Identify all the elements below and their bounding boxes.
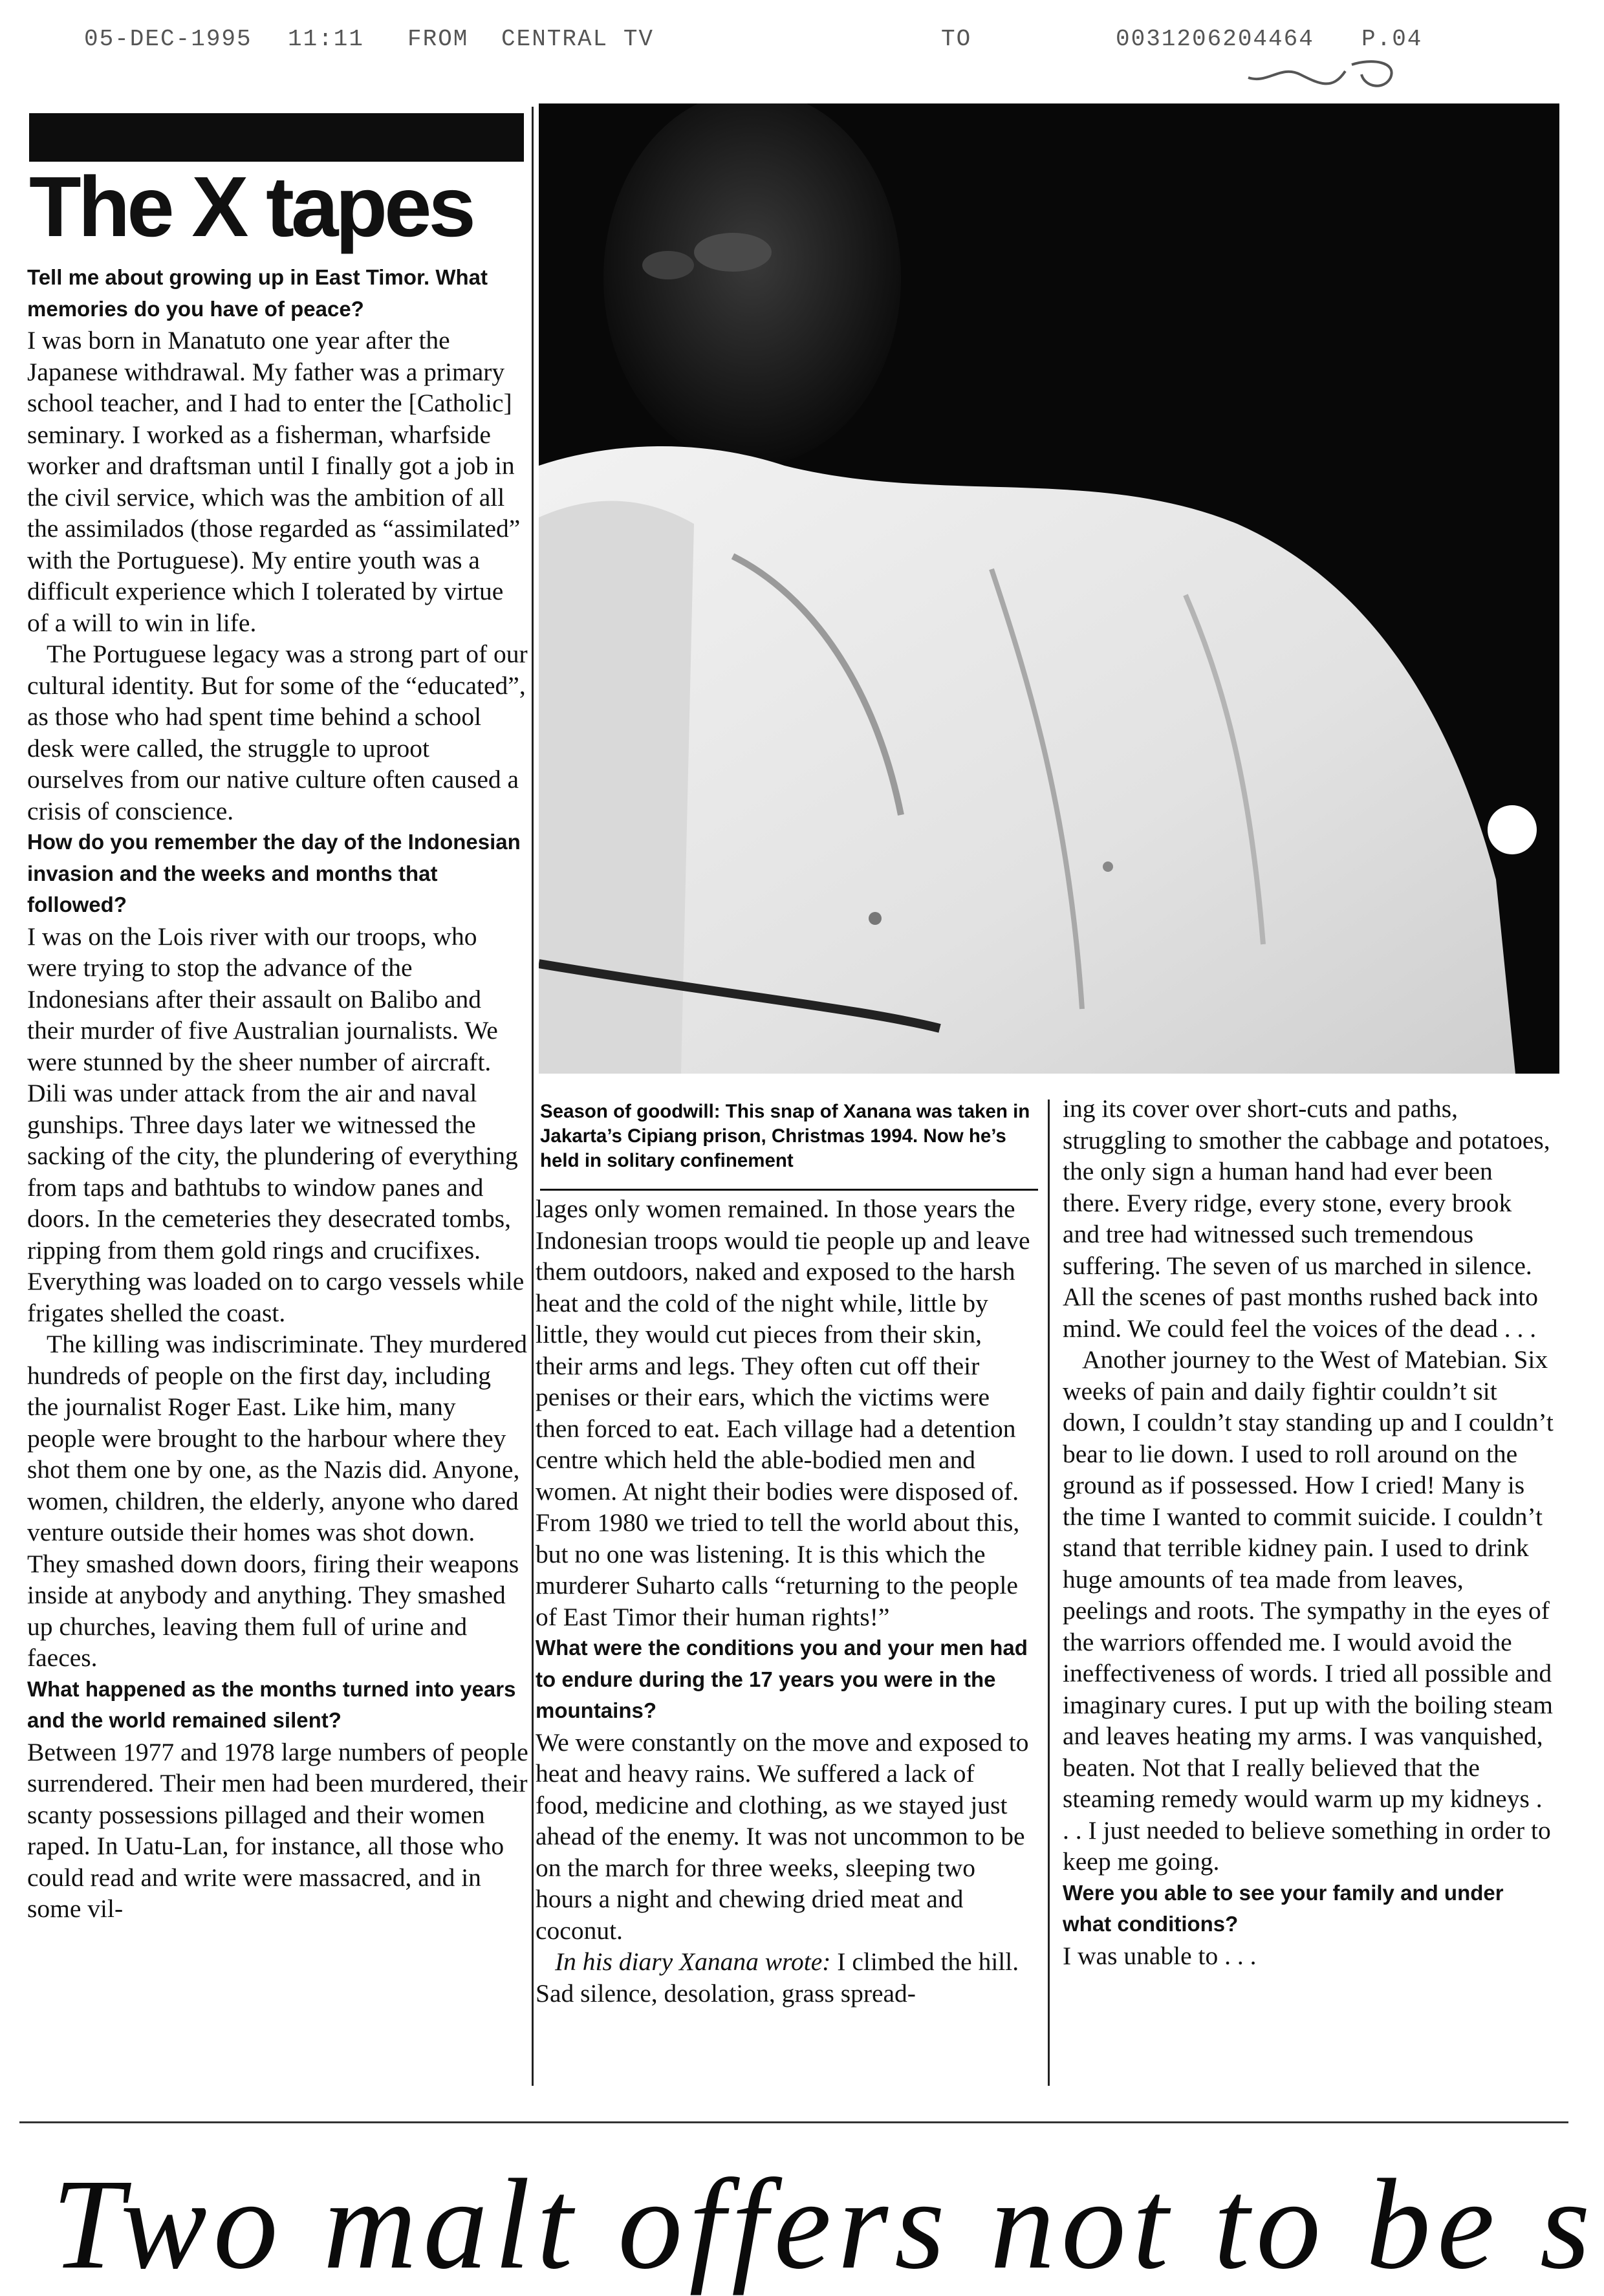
footer-rule [19,2121,1568,2123]
photo-illustration [539,103,1559,1074]
question-family: Were you able to see your family and under what conditions? [1063,1880,1504,1936]
answer-paragraph: Another journey to the West of Matebian. Six weeks of pain and daily fightir couldn’t sit down, I couldn’t stay standing up and I couldn’t bear to lie down. I used to roll around on the ground as if possessed. How I cried! Many is the time I wanted to commit suicide. I couldn’t stand that terrible kidney pain. I used to drink huge amounts of tea made from leaves, peelings and roots. The sympathy in the eyes of the warriors offended me. I would avoid the ineffectiveness of words. I tried all possible and imaginary cures. I put up with the boiling steam and leaves heating my arms. I was vanquished, beaten. Not that I really believed that the steaming remedy would warm up my kidneys . . . I just needed to believe something in order to keep me going. [1063,1345,1554,1876]
answer-paragraph: The Portuguese legacy was a strong part of our cultural identity. But for some of the “educated”, as those who had spent time behind a school desk were called, the struggle to uproot ourselves from our native culture often caused a crisis of conscience. [27,640,528,825]
fax-from: CENTRAL TV [501,26,655,52]
caption-rule [540,1189,1038,1191]
fax-page: P.04 [1361,26,1423,52]
question-growing-up: Tell me about growing up in East Timor. What memories do you have of peace? [27,265,488,321]
xanana-photo [539,103,1559,1074]
answer-paragraph: We were constantly on the move and exposed to heat and heavy rains. We suffered a lack of food, medicine and clothing, as we stayed just ahead of the enemy. It was not uncommon to be on the march for three weeks, sleeping two hours a night and chewing dried meat and coconut. [536,1727,1029,1945]
column-rule [532,107,534,2086]
fax-date: 05-DEC-1995 [84,26,252,52]
fax-to-label: TO [941,26,972,52]
article-column-2 [536,1193,1034,2009]
fax-time: 11:11 [288,26,365,52]
fax-number: 0031206204464 [1116,26,1314,52]
answer-paragraph: Between 1977 and 1978 large numbers of people surrendered. Their men had been murdered, their scanty possessions pillaged and their women raped. In Uatu-Lan, for instance, all those who could read and write were massacred, and in some vil- [27,1737,528,1923]
diary-paragraph [536,1946,1034,2009]
page-title: The X tapes [29,159,473,254]
diary-text: I climbed the hill. Sad silence, desolation, grass spread- [536,1947,1019,2008]
answer-paragraph: I was born in Manatuto one year after the Japanese withdrawal. My father was a primary school teacher, and I had to enter the [Catholic] seminary. I worked as a fisherman, wharfside worker and draftsman until I finally got a job in the civil service, which was the ambition of all the assimilados (those regarded as “assimilated” with the Portuguese). My entire youth was a difficult experience which I tolerated by virtue of a will to win in life. [27,326,521,637]
answer-paragraph: I was on the Lois river with our troops, who were trying to stop the advance of the Indonesians after their assault on Balibo and their murder of five Australian journalists. We were stunned by the sheer number of aircraft. Dili was under attack from the air and naval gunships. Three days later we witnessed the sacking of the city, the plundering of everything from taps and bathtubs to window panes and doors. In the cemeteries they desecrated tombs, ripping from them gold rings and crucifixes. Everything was loaded on to cargo vessels while frigates shelled the coast. [27,922,525,1327]
answer-paragraph: The killing was indiscriminate. They murdered hundreds of people on the first day, including the journalist Roger East. Like him, many people were brought to the harbour where they shot them one by one, as the Nazis did. Anyone, women, children, the elderly, anyone who dared venture outside their homes was shot down. They smashed down doors, firing their weapons inside at anybody and anything. They smashed up churches, leaving them full of urine and faeces. [27,1330,527,1672]
footer-ad-headline: Two malt offers not to be s [52,2153,1597,2296]
question-mountains: What were the conditions you and your men had to endure during the 17 years you were in the mountains? [536,1636,1028,1722]
answer-paragraph: ing its cover over short-cuts and paths, struggling to smother the cabbage and potatoes, the only sign a human hand had ever been there. Every ridge, every stone, every brook and tree had witnessed such tremendous suffering. The seven of us marched in silence. All the scenes of past months rushed back into mind. We could feel the voices of the dead . . . [1063,1094,1550,1343]
question-world-silent: What happened as the months turned into years and the world remained silent? [27,1676,516,1732]
punch-hole [1488,805,1537,854]
article-column-3 [1063,1093,1554,1971]
title-bar [29,113,524,162]
diary-lead: In his diary Xanana wrote: [555,1947,831,1976]
article-column-1 [27,262,528,1925]
answer-paragraph: lages only women remained. In those years the Indonesian troops would tie people up and leave them outdoors, naked and exposed to the harsh heat and the cold of the night while, little by little, they would cut pieces from their skin, their arms and legs. They often cut off their penises or their ears, which the victims were then forced to eat. Each village had a detention centre which held the able-bodied men and women. At night their bodies were disposed of. From 1980 we tried to tell the world about this, but no one was listening. It is this which the murderer Suharto calls “returning to the people of East Timor their human rights!” [536,1195,1030,1631]
answer-paragraph: I was unable to . . . [1063,1941,1257,1970]
handwritten-scrawl [1242,39,1410,97]
question-invasion: How do you remember the day of the Indonesian invasion and the weeks and months that followed? [27,830,521,916]
photo-caption: Season of goodwill: This snap of Xanana was taken in Jakarta’s Cipiang prison, Christmas 1994. Now he’s held in solitary confinement [540,1101,1030,1171]
fax-from-label: FROM [407,26,469,52]
column-rule [1048,1099,1050,2086]
